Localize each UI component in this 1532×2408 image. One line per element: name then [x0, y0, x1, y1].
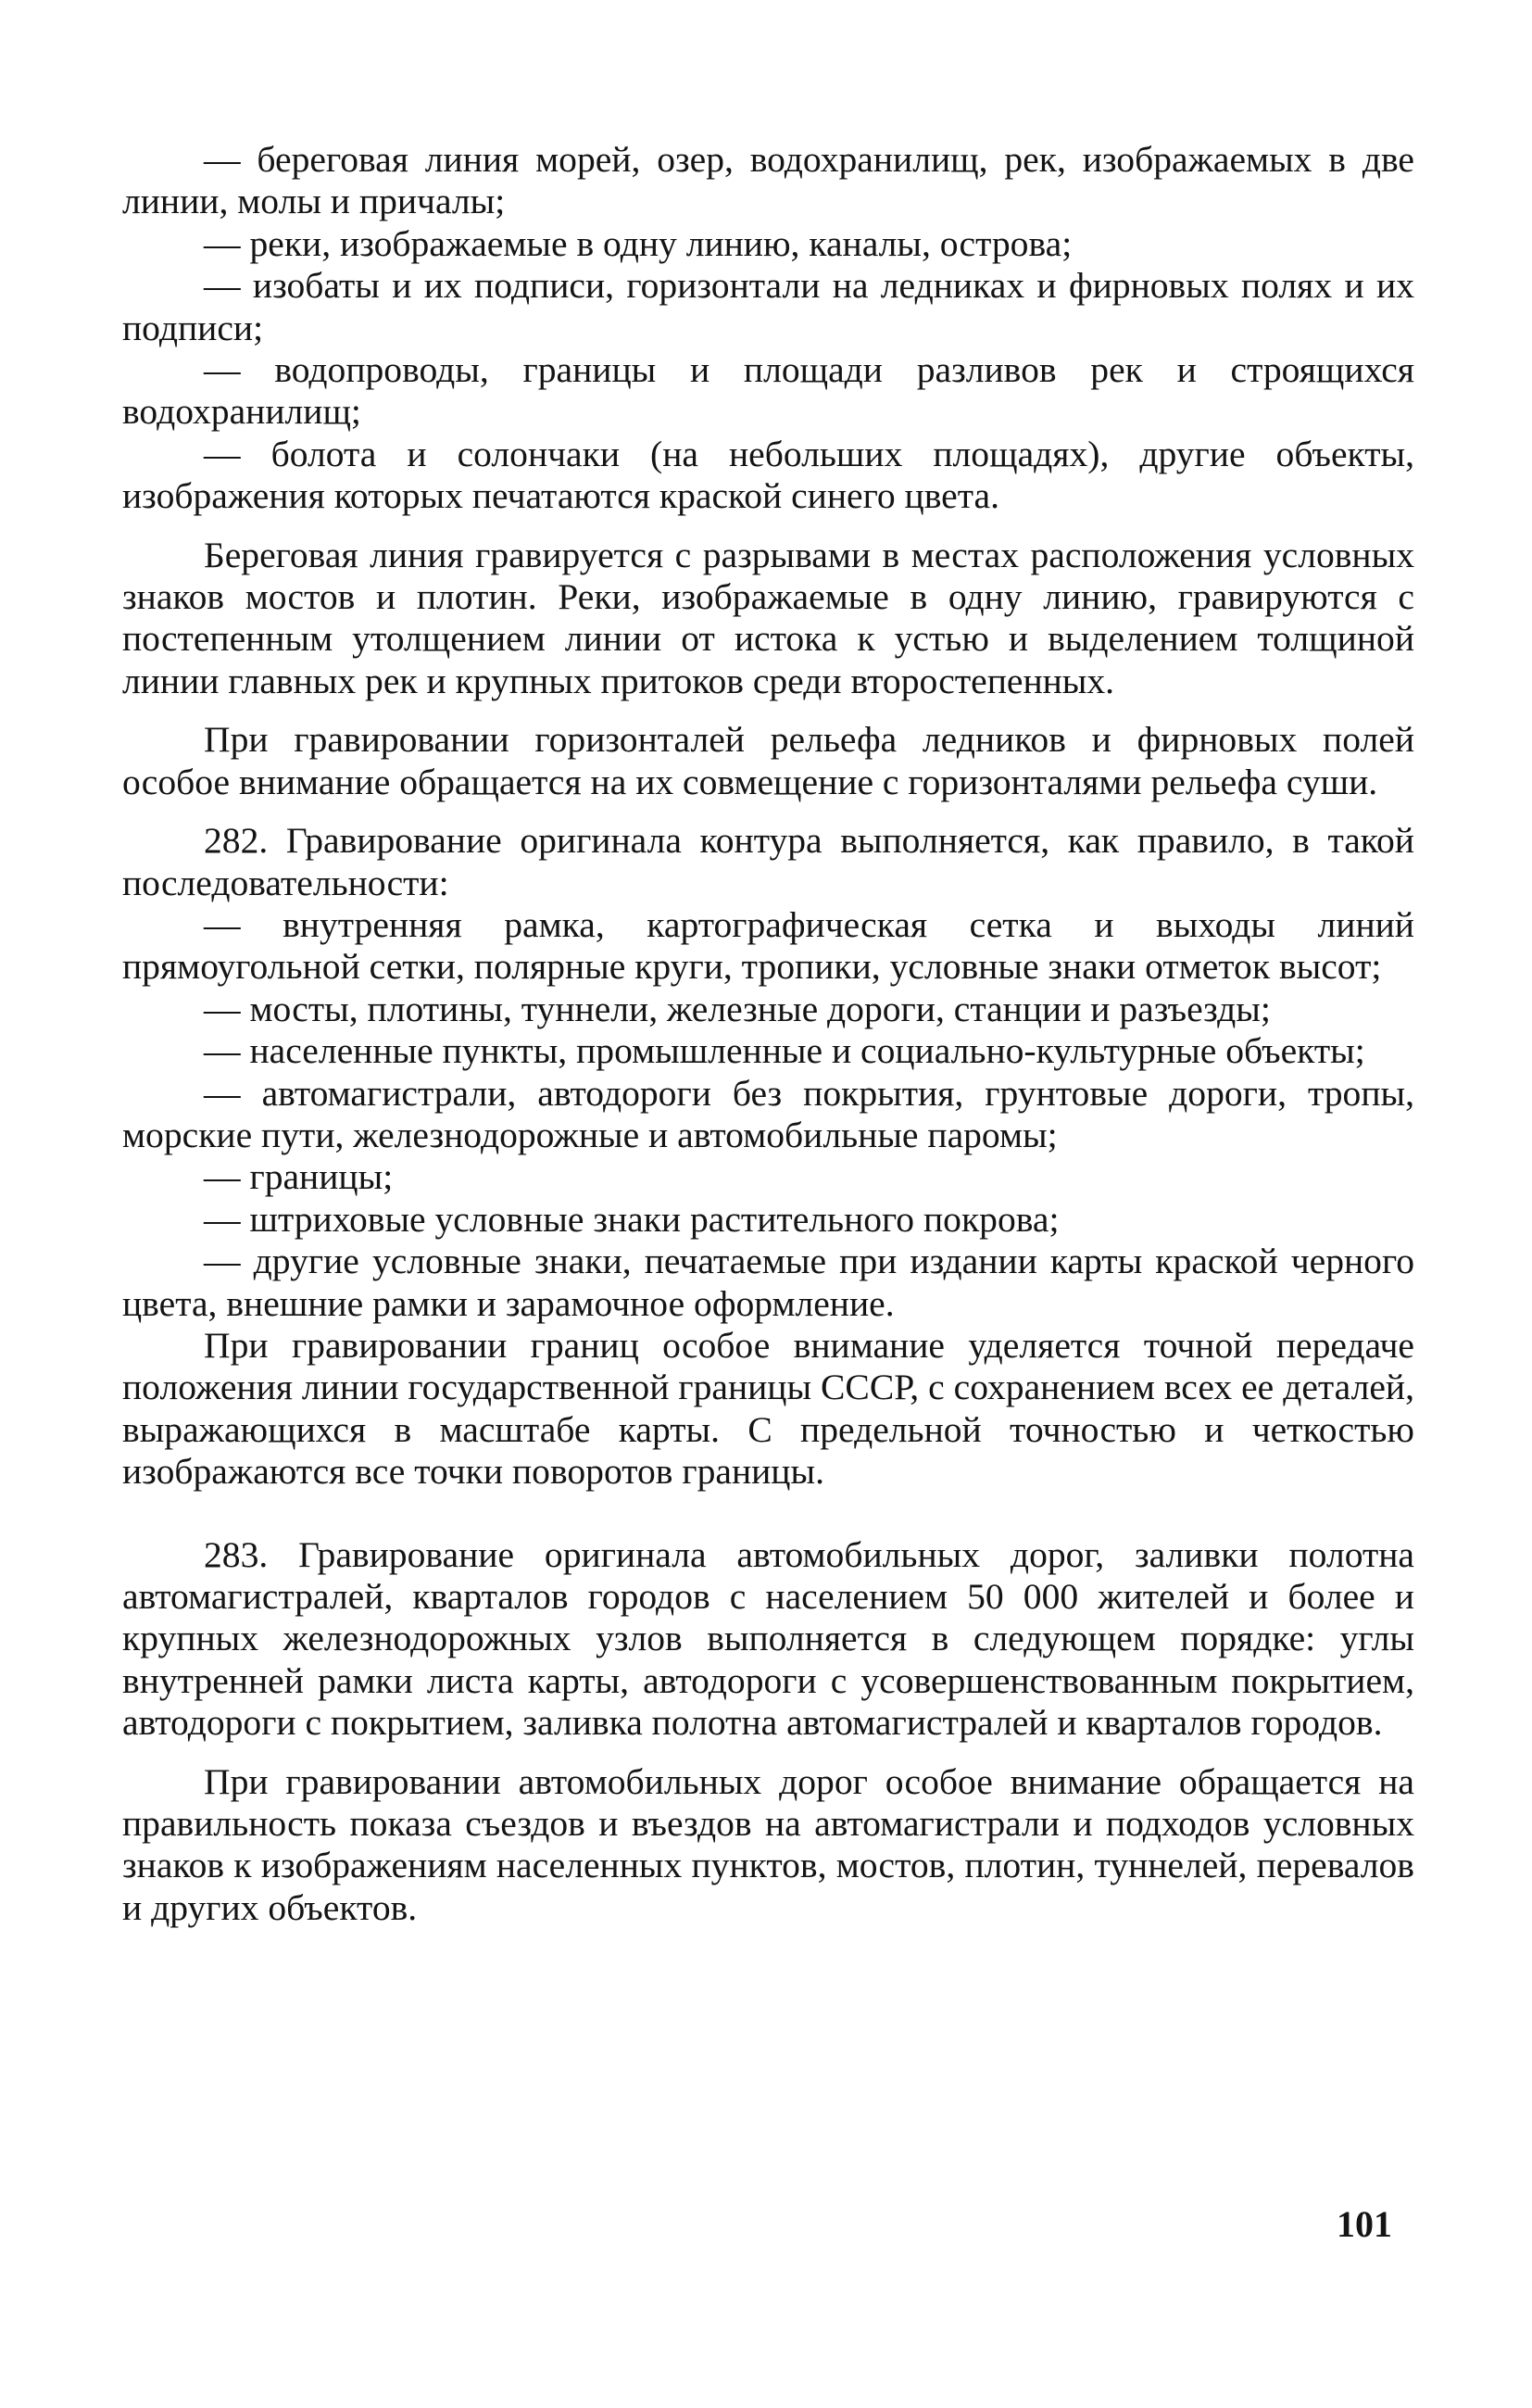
paragraph-border-engraving: При гравировании границ особое внимание уделяется точной передаче положения линии государственной границы СССР, с сохранением всех ее деталей, выражающихся в масштабе карты. С предельной точностью и четкостью изображаются все точки поворотов границы. — [122, 1324, 1414, 1493]
list-item-rivers: — реки, изображаемые в одну линию, каналы, острова; — [204, 222, 1073, 264]
list-item-borders: — границы; — [204, 1156, 394, 1198]
list-item-bridges: — мосты, плотины, туннели, железные дороги, станции и разъезды; — [204, 988, 1271, 1029]
list-item-settlements: — населенные пункты, промышленные и социально-культурные объекты; — [204, 1030, 1365, 1072]
paragraph-road-engraving: При гравировании автомобильных дорог особое внимание обращается на правильность показа съездов и въездов на автомагистрали и подходов условных знаков к изображениям населенных пунктов, мостов, плотин, туннелей, перевалов и других объектов. — [122, 1760, 1414, 1928]
list-item-water-pipes: — водопроводы, границы и площади разливов рек и строящихся водохранилищ; — [122, 349, 1414, 433]
body-text — [122, 139, 1414, 1929]
list-item-highways: — автомагистрали, автодороги без покрытия, грунтовые дороги, тропы, морские пути, железнодорожные и автомобильные паромы; — [122, 1072, 1414, 1155]
list-item-vegetation: — штриховые условные знаки растительного покрова; — [204, 1198, 1060, 1240]
list-item-coastline: — береговая линия морей, озер, водохранилищ, рек, изображаемых в две линии, молы и причалы; — [122, 139, 1414, 222]
list-item-inner-frame: — внутренняя рамка, картографическая сетка и выходы линий прямоугольной сетки, полярные круги, тропики, условные знаки отметок высот; — [122, 903, 1414, 988]
list-item-isobaths: — изобаты и их подписи, горизонтали на ледниках и фирновых полях и их подписи; — [122, 265, 1414, 348]
page-number: 101 — [1337, 2203, 1392, 2245]
list-item-swamps: — болота и солончаки (на небольших площадях), другие объекты, изображения которых печатаются краской синего цвета. — [122, 433, 1414, 517]
section-282-intro: 282. Гравирование оригинала контура выполняется, как правило, в такой последовательности: — [122, 820, 1414, 903]
paragraph-coastline-engraving: Береговая линия гравируется с разрывами в местах расположения условных знаков мостов и плотин. Реки, изображаемые в одну линию, гравируются с постепенным утолщением линии от истока к устью и выделением толщиной линии главных рек и крупных притоков среди второстепенных. — [122, 534, 1414, 701]
list-item-other-signs: — другие условные знаки, печатаемые при издании карты краской черного цвета, внешние рамки и зарамочное оформление. — [122, 1241, 1414, 1324]
section-283: 283. Гравирование оригинала автомобильных дорог, заливки полотна автомагистралей, кварталов городов с населением 50 000 жителей и более и крупных железнодорожных узлов выполняется в следующем порядке: углы внутренней рамки листа карты, автодороги с усовершенствованным покрытием, автодороги с покрытием, заливка полотна автомагистралей и кварталов городов. — [122, 1533, 1414, 1744]
paragraph-glacier-contours: При гравировании горизонталей рельефа ледников и фирновых полей особое внимание обращается на их совмещение с горизонталями рельефа суши. — [122, 719, 1414, 802]
